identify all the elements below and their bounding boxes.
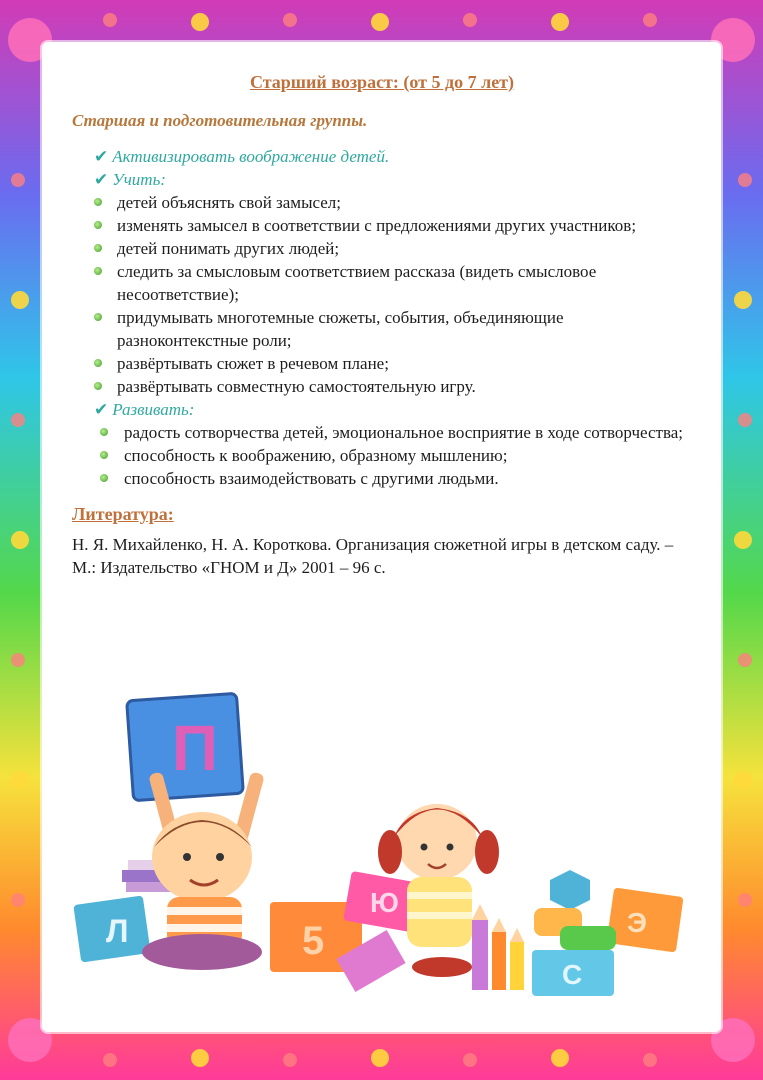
checkmark-icon: ✔ <box>94 400 109 419</box>
list-item: следить за смысловым соответствием рассказа (видеть смысловое несоответствие); <box>72 260 692 306</box>
svg-text:5: 5 <box>302 919 325 963</box>
svg-text:Ю: Ю <box>370 887 399 918</box>
list-item: детей понимать других людей; <box>72 237 692 260</box>
list-item: развёртывать совместную самостоятельную игру. <box>72 375 692 398</box>
letter-tile <box>532 950 614 996</box>
letter-tile <box>73 895 150 962</box>
toy-blocks <box>534 870 616 950</box>
list-item: детей объяснять свой замысел; <box>72 191 692 214</box>
list-item: придумывать многотемные сюжеты, события, объединяющие разноконтекстные роли; <box>72 306 692 352</box>
list-item: способность к воображению, образному мышлению; <box>72 444 692 467</box>
list-item: радость сотворчества детей, эмоциональное восприятие в ходе сотворчества; <box>72 421 692 444</box>
group-subtitle: Старшая и подготовительная группы. <box>72 111 368 130</box>
children-illustration <box>42 42 721 1032</box>
page-title: Старший возраст: (от 5 до 7 лет) <box>249 72 515 92</box>
list-item: способность взаимодействовать с другими людьми. <box>72 467 692 490</box>
sign-letter: П <box>172 712 218 784</box>
list-item: развёртывать сюжет в речевом плане; <box>72 352 692 375</box>
checkmark-icon: ✔ <box>94 147 109 166</box>
literature-reference: Н. Я. Михайленко, Н. А. Короткова. Организация сюжетной игры в детском саду. – М.: Издательство «ГНОМ и Д» 2001 – 96 с. <box>72 535 674 577</box>
goal-teach-text: Учить: <box>112 170 166 189</box>
boy-figure <box>127 693 265 970</box>
page-sheet <box>42 42 721 1032</box>
svg-text:С: С <box>562 959 583 990</box>
literature-title: Литература: <box>72 504 174 524</box>
goal-develop-text: Развивать: <box>112 400 195 419</box>
pencils <box>472 904 524 990</box>
letter-tile <box>606 887 683 952</box>
svg-text:Э: Э <box>627 907 647 938</box>
svg-text:Л: Л <box>106 913 129 949</box>
checkmark-icon: ✔ <box>94 170 109 189</box>
goal-activate-text: Активизировать воображение детей. <box>112 147 390 166</box>
list-item: изменять замысел в соответствии с предложениями других участников; <box>72 214 692 237</box>
